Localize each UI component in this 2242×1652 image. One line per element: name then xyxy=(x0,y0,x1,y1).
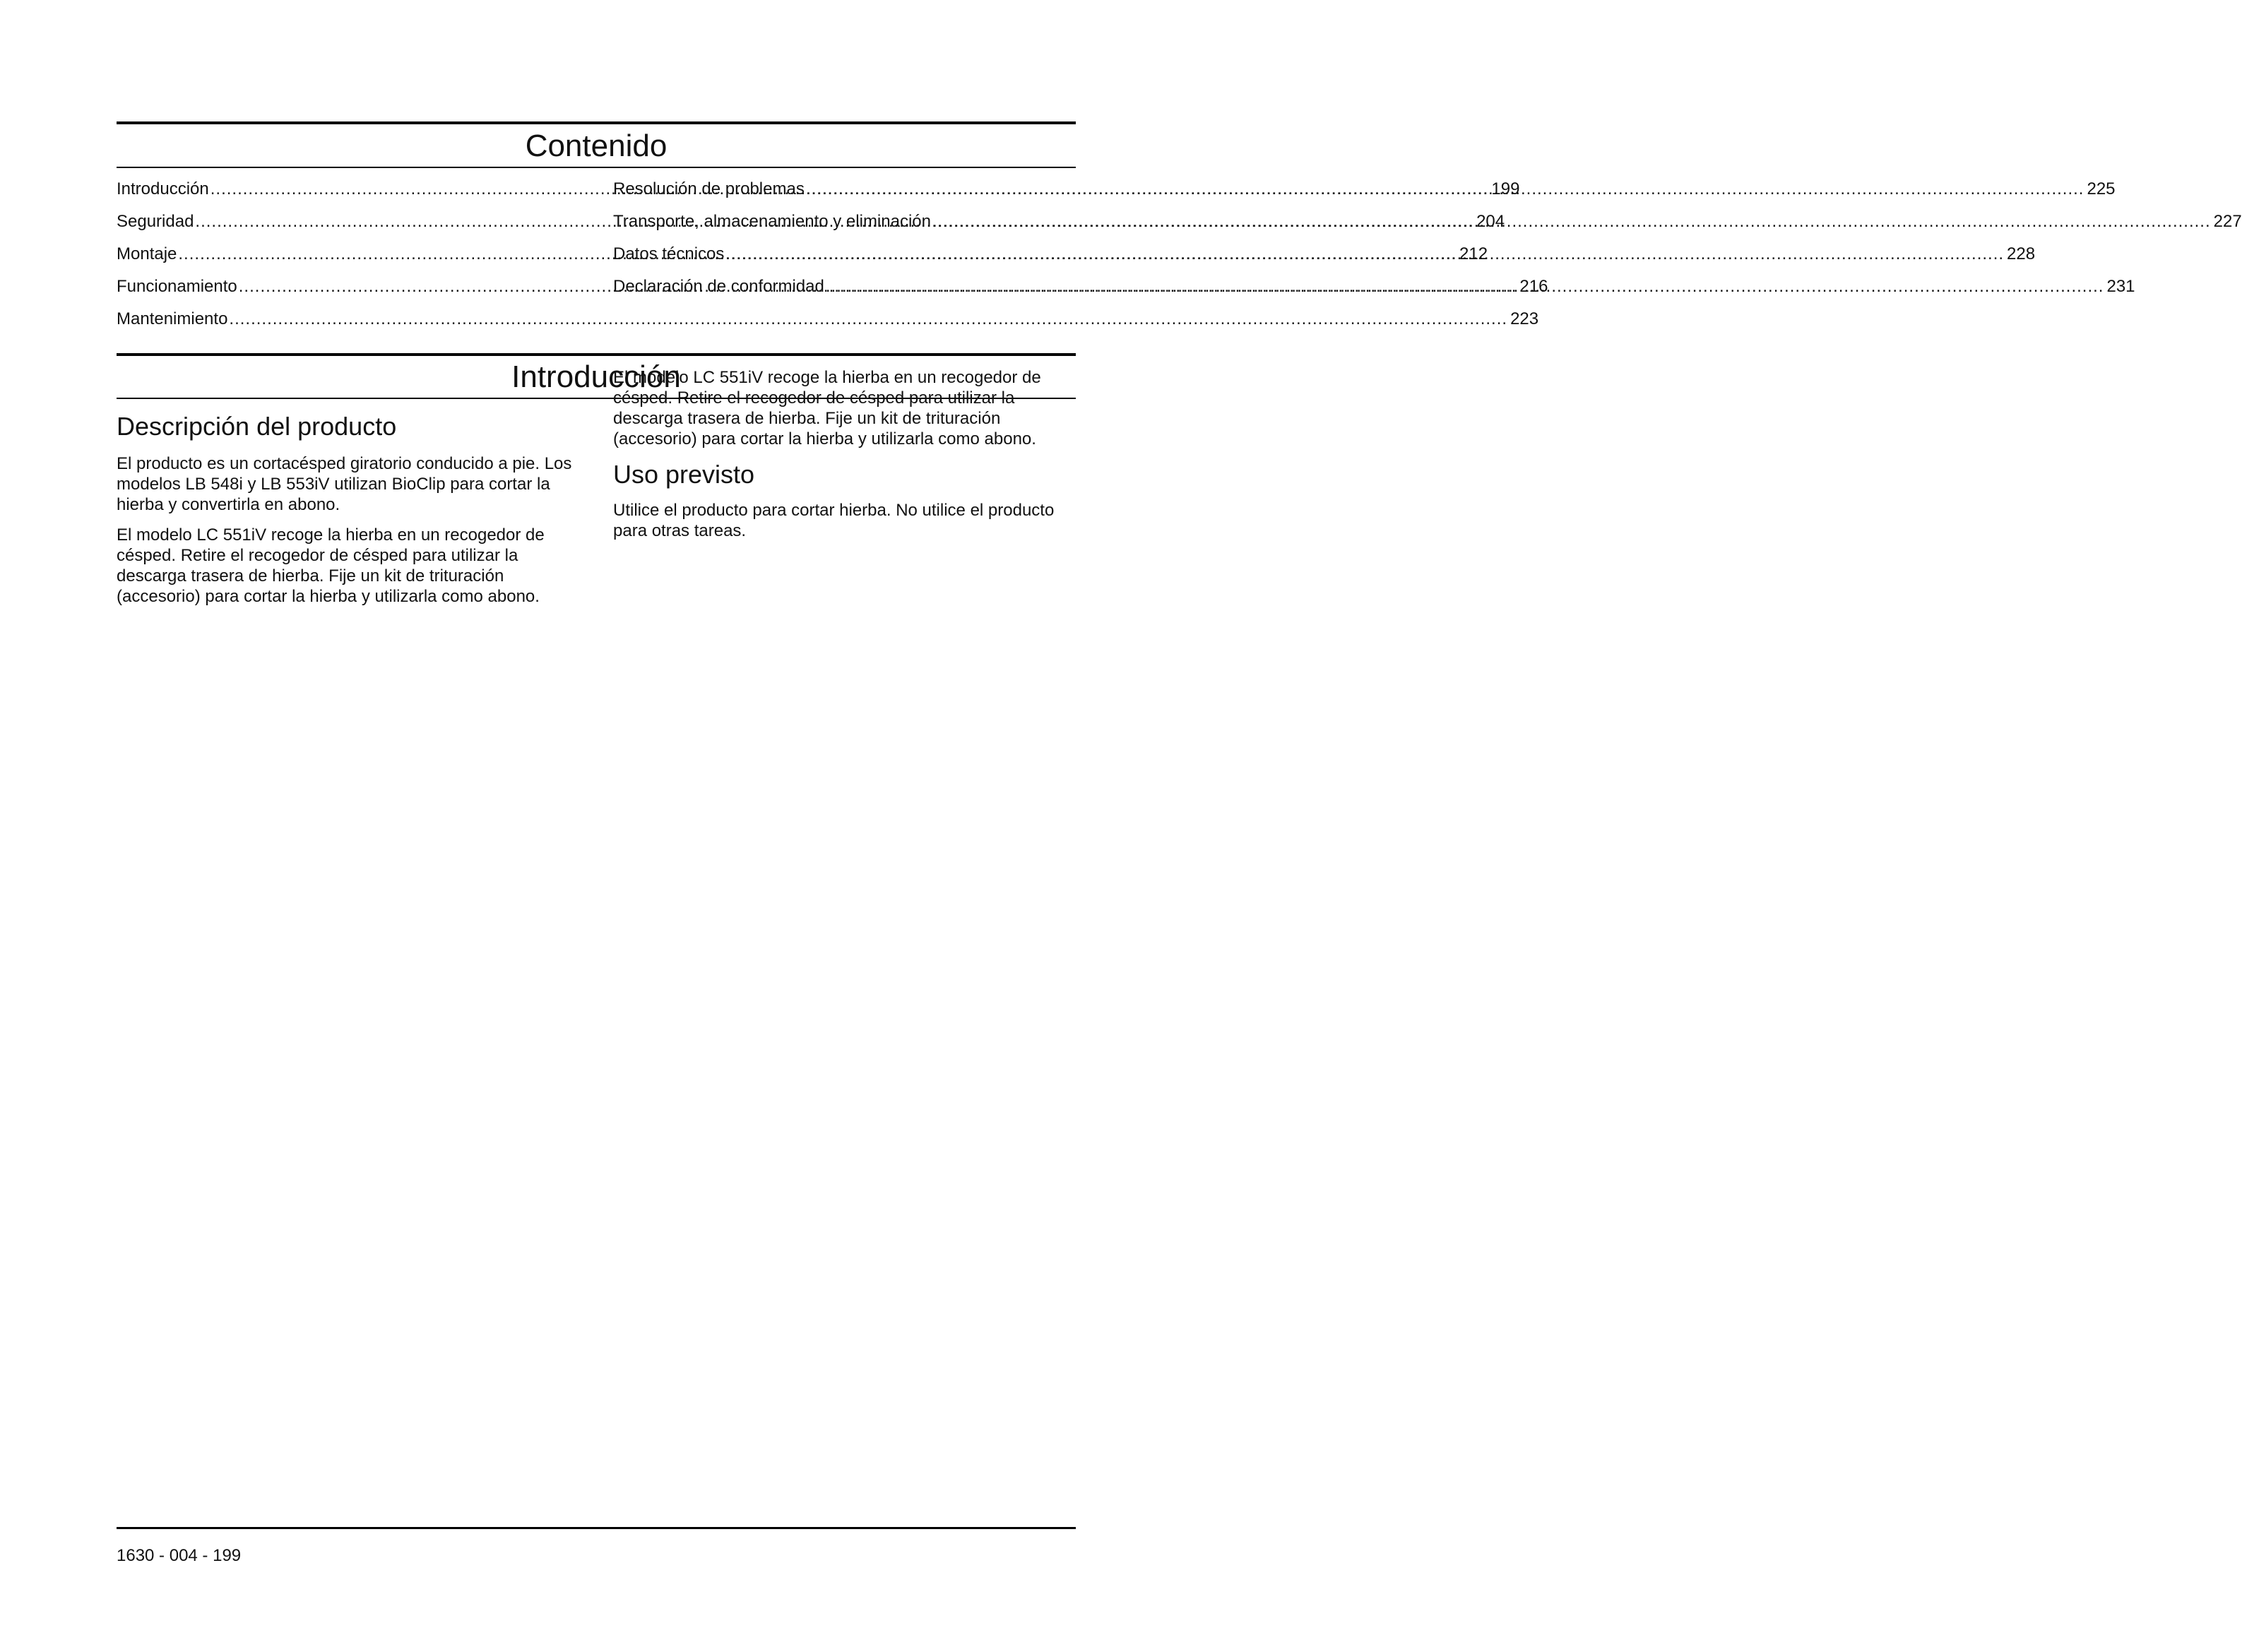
toc-item-label: Funcionamiento xyxy=(117,277,237,296)
toc-item-page: 228 xyxy=(2007,244,2036,263)
intro-top-rule xyxy=(117,353,1076,356)
toc-item-mantenimiento[interactable] xyxy=(117,308,1539,340)
intro-left-column xyxy=(117,411,583,606)
toc-item-page: 204 xyxy=(1476,212,1505,231)
contents-title: Contenido xyxy=(525,129,668,163)
footer-code: 1630 - 004 - xyxy=(117,1546,213,1565)
toc-leader-dots xyxy=(826,275,2104,298)
toc-leader-dots xyxy=(725,243,2004,266)
toc-item-page: 225 xyxy=(2087,179,2116,198)
description-paragraph-1: El producto es un cortacésped giratorio conducido a pie. Los modelos LB 548i y LB 553iV utilizan BioClip para cortar la hierba y convertirla en abono. xyxy=(117,454,572,514)
toc-item-label: Introducción xyxy=(117,179,209,198)
toc-item-label: Transporte, almacenamiento y eliminación xyxy=(613,212,931,231)
toc-item-label: Montaje xyxy=(117,244,177,263)
toc-leader-dots xyxy=(229,308,1507,331)
toc-item-label: Seguridad xyxy=(117,212,194,231)
toc-item-page: 216 xyxy=(1519,277,1548,296)
toc-item-label: Datos técnicos xyxy=(613,244,725,263)
footer-rule xyxy=(117,1527,1076,1529)
toc-item-label: Resolución de problemas xyxy=(613,179,805,198)
description-paragraph-2-overflow: El modelo LC 551iV recoge la hierba en un recogedor de césped. Retire el recogedor de césped para utilizar la descarga trasera de hierba. Fije un kit de trituración (accesorio) para cortar la hierba y utilizarla como abono. xyxy=(613,368,1041,448)
toc-item-page: 212 xyxy=(1459,244,1488,263)
toc-item-page: 223 xyxy=(1510,309,1539,328)
intro-right-column xyxy=(613,368,1079,551)
intro-title: Introducción xyxy=(511,359,681,394)
contents-bottom-rule xyxy=(117,167,1076,168)
toc-item-page: 231 xyxy=(2106,277,2135,296)
intended-use-paragraph: Utilice el producto para cortar hierba. No utilice el producto para otras tareas. xyxy=(613,501,1055,540)
toc-leader-dots xyxy=(932,210,2211,233)
toc-leader-dots xyxy=(806,178,2084,201)
toc-item-page: 227 xyxy=(2213,212,2242,231)
description-paragraph-2: El modelo LC 551iV recoge la hierba en un recogedor de césped. Retire el recogedor de césped para utilizar la descarga trasera de hierba. Fije un kit de trituración (accesorio) para cortar la hierba y utilizarla como abono. xyxy=(117,525,545,606)
contents-top-rule xyxy=(117,121,1076,124)
description-paragraph-2-continued xyxy=(613,368,1079,449)
intended-use-heading: Uso previsto xyxy=(613,460,755,489)
footer-page-number xyxy=(117,1545,241,1567)
toc-item-label: Declaración de conformidad xyxy=(613,277,824,296)
description-heading: Descripción del producto xyxy=(117,412,397,441)
toc-item-label: Mantenimiento xyxy=(117,309,228,328)
footer-page: 199 xyxy=(213,1546,242,1565)
toc-item-page: 199 xyxy=(1491,179,1520,198)
